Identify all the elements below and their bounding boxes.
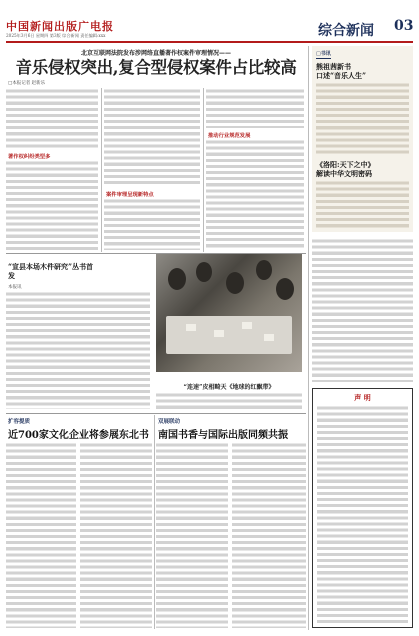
lead-text-col3b xyxy=(206,139,304,250)
lead-subhead-2: 案件审理呈现新特点 xyxy=(106,192,154,198)
story2-text xyxy=(6,291,150,409)
photo-card xyxy=(186,324,196,331)
photo-card xyxy=(264,334,274,341)
photo-card xyxy=(214,330,224,337)
sidebar-item2-text xyxy=(316,180,409,228)
lead-kicker: 北京互联网法院发布涉网络直播著作权案件审理情况—— xyxy=(80,50,231,57)
lead-subhead-3: 推动行业规范发展 xyxy=(208,133,251,139)
story3-text-col2 xyxy=(80,442,152,628)
photo-person xyxy=(226,272,244,294)
column-divider xyxy=(203,88,204,252)
photo-person xyxy=(168,268,186,290)
sidebar-item1-text xyxy=(316,82,409,154)
lead-text-col1a xyxy=(6,88,98,150)
story4-headline: 南国书香与国际出版同频共振 xyxy=(158,430,288,441)
lead-text-col2a xyxy=(104,88,200,186)
notice-title: 声 明 xyxy=(354,393,371,402)
story2-byline: 本报讯 xyxy=(8,285,22,290)
photo-person xyxy=(256,260,272,280)
story3-headline: 近700家文化企业将参展东北书 xyxy=(8,430,149,441)
notice-box xyxy=(312,388,413,628)
masthead-rule xyxy=(6,41,413,43)
sidebar-continued-text xyxy=(312,238,413,382)
sidebar-item1-title: 熊祖茜新书 口述“音乐人生” xyxy=(316,62,367,80)
story4-text-col1 xyxy=(156,442,228,628)
column-divider xyxy=(101,88,102,252)
sidebar-item2-title: 《洛阳:天下之中》 解读中华文明密码 xyxy=(316,160,375,178)
section-rule xyxy=(6,413,306,414)
story2-headline: “宣县本场木件研究”丛书首发 xyxy=(8,262,94,280)
page-number: 03 xyxy=(394,18,414,34)
column-divider xyxy=(308,46,309,630)
books-sidebar xyxy=(312,46,413,232)
notice-text xyxy=(317,405,408,623)
story3-tag: 扩容提质 xyxy=(8,419,31,425)
story3-text-col1 xyxy=(6,442,76,628)
photo-card xyxy=(242,322,252,329)
lead-byline: □本报记者 赵新乐 xyxy=(8,81,46,86)
lead-headline: 音乐侵权突出,复合型侵权案件占比较高 xyxy=(15,58,297,77)
news-photo xyxy=(156,254,302,372)
lead-text-col2b xyxy=(104,198,200,250)
photo-caption-title: “连速”皮相畸天《地球的红飘带》 xyxy=(183,384,275,391)
story4-tag: 双展联动 xyxy=(158,419,181,425)
photo-person xyxy=(276,278,294,300)
lead-text-col3a xyxy=(206,88,304,128)
story4-text-col2 xyxy=(232,442,306,628)
section-title: 综合新闻 xyxy=(318,23,374,39)
sidebar-label: □书讯 xyxy=(316,51,331,57)
column-divider xyxy=(154,415,155,629)
photo-caption-text xyxy=(156,392,302,412)
masthead-title: 中国新闻出版广电报 xyxy=(6,20,114,33)
lead-subhead-1: 著作权纠纷类型多 xyxy=(8,154,51,160)
masthead-date-line: 2025年3月6日 星期四 第3版 综合新闻 责任编辑:xxx xyxy=(6,33,106,38)
lead-text-col1b xyxy=(6,160,98,252)
photo-person xyxy=(196,262,212,282)
